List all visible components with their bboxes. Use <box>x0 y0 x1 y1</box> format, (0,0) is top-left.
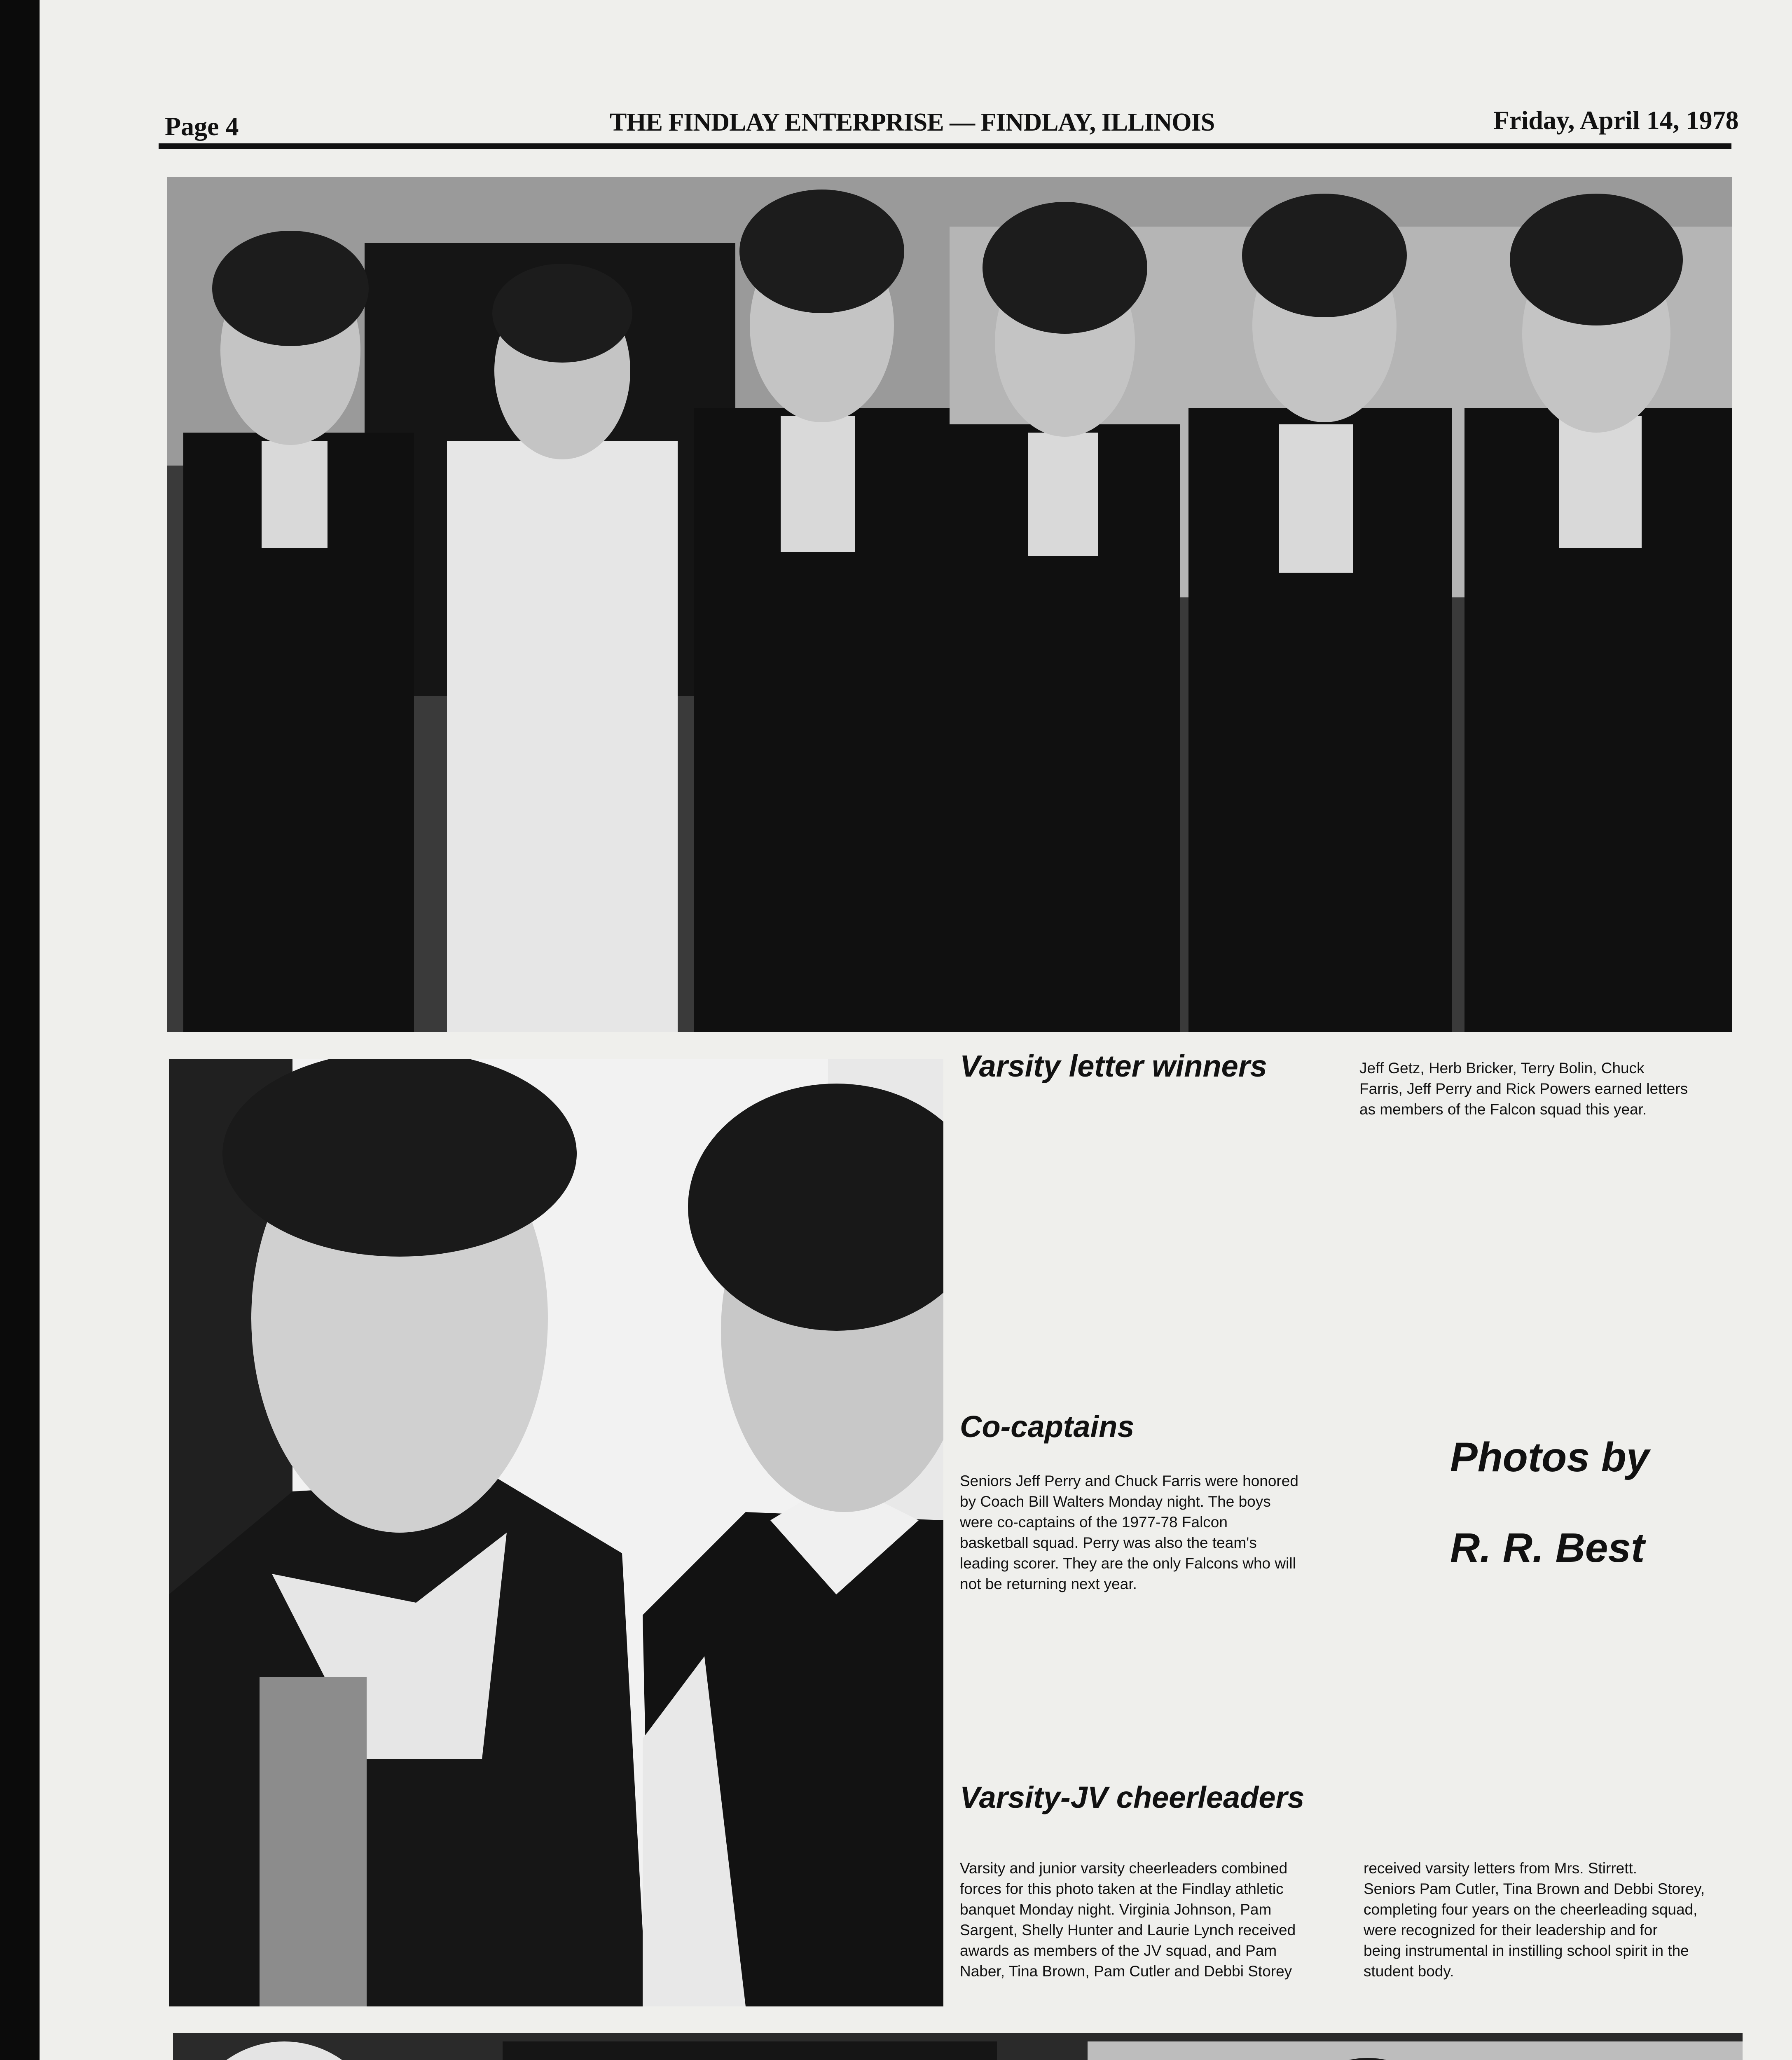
letter-winners-image <box>167 177 1732 1032</box>
issue-date: Friday, April 14, 1978 <box>1493 105 1739 135</box>
cheerleaders-text-col1 <box>960 1858 1339 1982</box>
text-line: Naber, Tina Brown, Pam Cutler and Debbi Storey <box>960 1963 1292 1980</box>
text-line: being instrumental in instilling school spirit in the <box>1364 1942 1689 1959</box>
co-captains-heading: Co-captains <box>960 1409 1135 1444</box>
text-line: as members of the Falcon squad this year. <box>1359 1101 1647 1118</box>
text-line: Jeff Getz, Herb Bricker, Terry Bolin, Chuck <box>1359 1060 1645 1077</box>
photo-credit-line2: R. R. Best <box>1450 1525 1645 1571</box>
text-line: Seniors Pam Cutler, Tina Brown and Debbi Storey, <box>1364 1880 1705 1897</box>
page-number: Page 4 <box>165 112 239 141</box>
text-line: student body. <box>1364 1963 1454 1980</box>
photo-credit-line1: Photos by <box>1450 1434 1649 1480</box>
text-line: leading scorer. They are the only Falcons who will <box>960 1555 1296 1572</box>
text-line: received varsity letters from Mrs. Stirrett. <box>1364 1860 1638 1877</box>
text-line: not be returning next year. <box>960 1575 1137 1592</box>
text-line: were co-captains of the 1977-78 Falcon <box>960 1514 1228 1531</box>
text-line: Farris, Jeff Perry and Rick Powers earned letters <box>1359 1080 1688 1097</box>
cheerleaders-text-col2 <box>1364 1858 1743 1982</box>
cheerleaders-image <box>173 2033 1743 2060</box>
text-line: Sargent, Shelly Hunter and Laurie Lynch received <box>960 1922 1296 1938</box>
text-line: by Coach Bill Walters Monday night. The boys <box>960 1493 1271 1510</box>
co-captains-text <box>960 1471 1339 1594</box>
text-line: completing four years on the cheerleading squad, <box>1364 1901 1698 1918</box>
text-line: basketball squad. Perry was also the team's <box>960 1534 1257 1551</box>
text-line: awards as members of the JV squad, and Pam <box>960 1942 1277 1959</box>
cheerleaders-heading: Varsity-JV cheerleaders <box>960 1780 1305 1814</box>
text-line: forces for this photo taken at the Findlay athletic <box>960 1880 1284 1897</box>
masthead-title: THE FINDLAY ENTERPRISE — FINDLAY, ILLINOIS <box>610 108 1215 136</box>
letter-winners-heading: Varsity letter winners <box>960 1049 1267 1083</box>
text-line: banquet Monday night. Virginia Johnson, Pam <box>960 1901 1272 1918</box>
text-line: Seniors Jeff Perry and Chuck Farris were honored <box>960 1472 1298 1489</box>
letter-winners-photo <box>167 177 1732 1032</box>
text-line: were recognized for their leadership and for <box>1364 1922 1658 1938</box>
masthead-rule <box>159 143 1731 149</box>
co-captains-image <box>169 1059 943 2006</box>
cheerleaders-photo <box>173 2033 1743 2060</box>
co-captains-photo <box>169 1059 943 2006</box>
letter-winners-text <box>1359 1058 1738 1120</box>
text-line: Varsity and junior varsity cheerleaders combined <box>960 1860 1288 1877</box>
